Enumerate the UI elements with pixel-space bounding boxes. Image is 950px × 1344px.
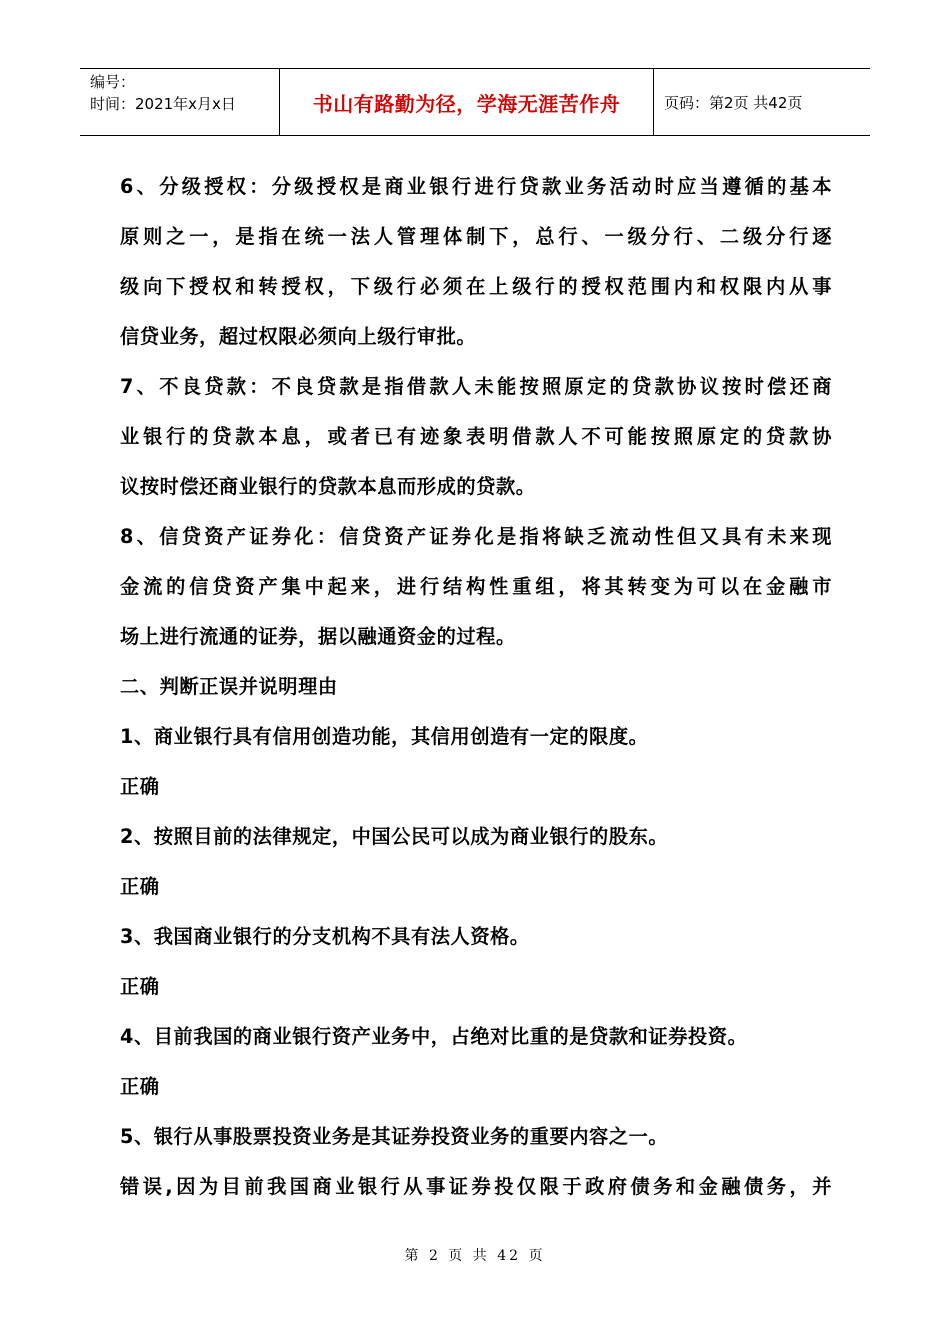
question-1: 1、商业银行具有信用创造功能，其信用创造有一定的限度。	[120, 725, 649, 748]
answer-1: 正确	[120, 775, 160, 798]
term-7-line-2: 业银行的贷款本息，或者已有迹象表明借款人不可能按照原定的贷款协	[120, 425, 832, 448]
answer-3: 正确	[120, 975, 160, 998]
question-5: 5、银行从事股票投资业务是其证券投资业务的重要内容之一。	[120, 1125, 669, 1148]
term-6-line-2: 原则之一，是指在统一法人管理体制下，总行、一级分行、二级分行逐	[120, 225, 832, 248]
term-6-line-3: 级向下授权和转授权，下级行必须在上级行的授权范围内和权限内从事	[120, 275, 832, 298]
number-label: 编号：	[90, 73, 136, 91]
section-heading: 二、判断正误并说明理由	[120, 675, 338, 698]
question-4: 4、目前我国的商业银行资产业务中，占绝对比重的是贷款和证券投资。	[120, 1025, 748, 1048]
header-motto: 书山有路勤为径，学海无涯苦作舟	[280, 69, 654, 135]
term-8-line-3: 场上进行流通的证券，据以融通资金的过程。	[120, 625, 516, 648]
answer-4: 正确	[120, 1075, 160, 1098]
term-7-line-1: 7、不良贷款：不良贷款是指借款人未能按照原定的贷款协议按时偿还商	[120, 375, 832, 398]
page-header	[80, 68, 870, 136]
document-body	[120, 164, 832, 1214]
time-label: 时间：2021年x月x日	[90, 95, 236, 113]
answer-2: 正确	[120, 875, 160, 898]
header-meta	[80, 69, 280, 135]
answer-5: 错误,因为目前我国商业银行从事证券投仅限于政府债务和金融债务，并	[120, 1175, 832, 1198]
term-8-line-2: 金流的信贷资产集中起来，进行结构性重组，将其转变为可以在金融市	[120, 575, 832, 598]
term-6-line-1: 6、分级授权：分级授权是商业银行进行贷款业务活动时应当遵循的基本	[120, 175, 832, 198]
term-6-line-4: 信贷业务，超过权限必须向上级行审批。	[120, 325, 477, 348]
header-page-info: 页码：第2页 共42页	[664, 93, 803, 112]
term-7-line-3: 议按时偿还商业银行的贷款本息而形成的贷款。	[120, 475, 536, 498]
question-3: 3、我国商业银行的分支机构不具有法人资格。	[120, 925, 530, 948]
question-2: 2、按照目前的法律规定，中国公民可以成为商业银行的股东。	[120, 825, 669, 848]
page-footer: 第 2 页 共 42 页	[404, 1248, 546, 1264]
term-8-line-1: 8、信贷资产证券化：信贷资产证券化是指将缺乏流动性但又具有未来现	[120, 525, 832, 548]
